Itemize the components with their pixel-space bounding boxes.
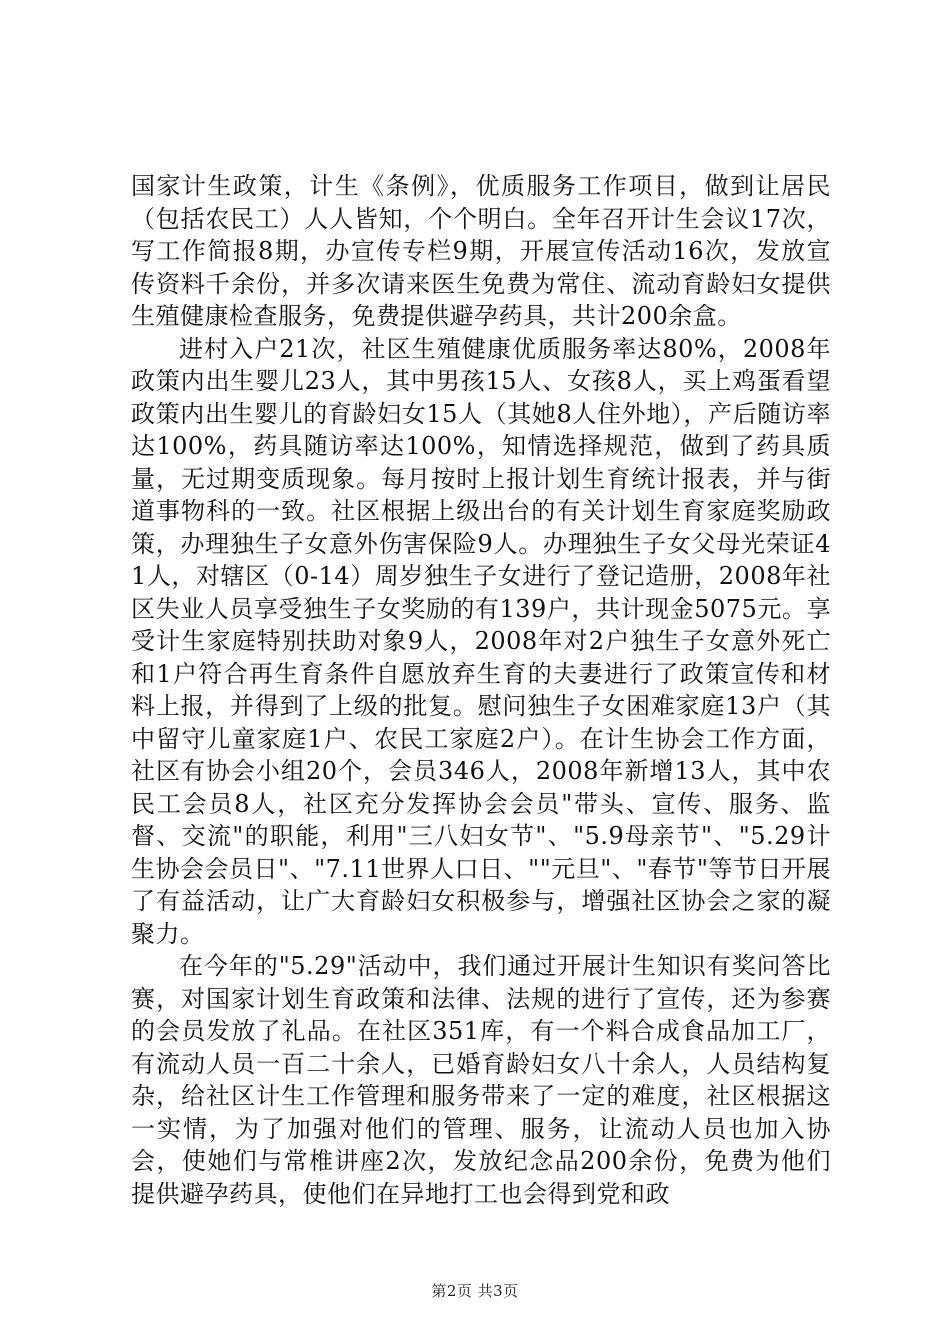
- paragraph: 进村入户21次，社区生殖健康优质服务率达80%，2008年政策内出生婴儿23人，其中男孩15人、女孩8人，买上鸡蛋看望政策内出生婴儿的育龄妇女15人（其她8人住外地），产后随访率达100%，药具随访率达100%，知情选择规范，做到了药具质量，无过期变质现象。每月按时上报计划生育统计报表，并与街道事物科的一致。社区根据上级出台的有关计划生育家庭奖励政策，办理独生子女意外伤害保险9人。办理独生子女父母光荣证41人，对辖区（0-14）周岁独生子女进行了登记造册，2008年社区失业人员享受独生子女奖励的有139户，共计现金5075元。享受计生家庭特别扶助对象9人，2008年对2户独生子女意外死亡和1户符合再生育条件自愿放弃生育的夫妻进行了政策宣传和材料上报，并得到了上级的批复。慰问独生子女困难家庭13户（其中留守儿童家庭1户、农民工家庭2户）。在计生协会工作方面，社区有协会小组20个，会员346人，2008年新增13人，其中农民工会员8人，社区充分发挥协会会员"带头、宣传、服务、监督、交流"的职能，利用"三八妇女节"、"5.9母亲节"、"5.29计生协会会员日"、"7.11世界人口日、""元旦"、"春节"等节日开展了有益活动，让广大育龄妇女积极参与，增强社区协会之家的凝聚力。: [131, 334, 831, 948]
- page-number-footer: 第2页 共3页: [431, 1282, 519, 1300]
- paragraph: 在今年的"5.29"活动中，我们通过开展计生知识有奖问答比赛，对国家计划生育政策和法律、法规的进行了宣传，还为参赛的会员发放了礼品。在社区351库，有一个料合成食品加工厂，有流动人员一百二十余人，已婚育龄妇女八十余人，人员结构复杂，给社区计生工作管理和服务带来了一定的难度，社区根据这一实情，为了加强对他们的管理、服务，让流动人员也加入协会，使她们与常椎讲座2次，发放纪念品200余份，免费为他们提供避孕药具，使他们在异地打工也会得到党和政: [131, 952, 831, 1208]
- document-body: [131, 170, 831, 1210]
- paragraph-continued: 国家计生政策，计生《条例》，优质服务工作项目，做到让居民（包括农民工）人人皆知，个个明白。全年召开计生会议17次，写工作简报8期，办宣传专栏9期，开展宣传活动16次，发放宣传资料千余份，并多次请来医生免费为常住、流动育龄妇女提供生殖健康检查服务，免费提供避孕药具，共计200余盒。: [131, 172, 831, 330]
